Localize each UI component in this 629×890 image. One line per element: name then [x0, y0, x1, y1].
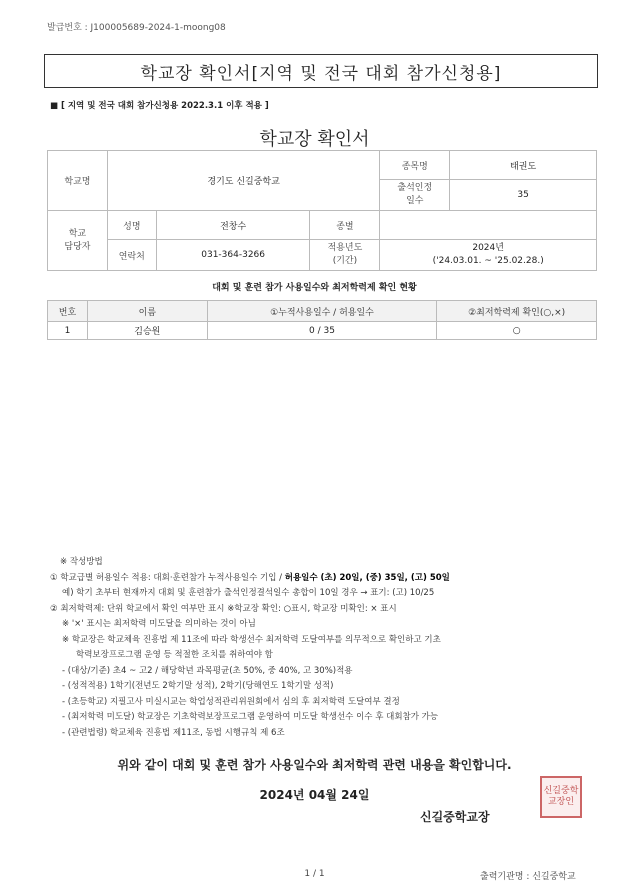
- notice-line: ■ [ 지역 및 전국 대회 참가신청용 2022.3.1 이후 적용 ]: [50, 101, 269, 111]
- row-number: 1: [48, 322, 88, 340]
- note-1: [50, 571, 450, 587]
- note-1b: 예) 학기 초부터 현재까지 대회 및 훈련참가 출석인정결석일수 총합이 10일 경우 → 표기: (고) 10/25: [62, 588, 435, 598]
- note-7: - (초등학교) 지필고사 미실시교는 학업성적관리위원회에서 심의 후 최저학력 도달여부 결정: [62, 696, 400, 707]
- page-number: 1 / 1: [304, 869, 325, 879]
- issue-date: 2024년 04월 24일: [259, 788, 370, 802]
- row-check: ○: [437, 322, 597, 340]
- attend-label-1: 출석인정: [397, 183, 433, 193]
- school-value: 경기도 신길중학교: [107, 151, 379, 211]
- issue-number: 발급번호 : J100005689-2024-1-moong08: [47, 23, 226, 33]
- category-value: [380, 211, 597, 240]
- note-2: ② 최저학력제: 단위 학교에서 확인 여부만 표시 ※학교장 확인: ○표시, 학교장 미확인: × 표시: [50, 603, 397, 614]
- note-1-text: ① 학교급별 허용일수 적용: 대회·훈련참가 누적사용일수 기입 /: [50, 572, 285, 583]
- col-academic-check: ②최저학력제 확인(○,×): [437, 301, 597, 322]
- col-name: 이름: [87, 301, 207, 322]
- principal-name: 신길중학교장: [420, 810, 490, 824]
- contact-value: 031-364-3266: [156, 240, 310, 271]
- document-title-box: [44, 54, 598, 88]
- attend-label: [380, 180, 450, 211]
- note-4: ※ 학교장은 학교체육 진흥법 제 11조에 따라 학생선수 최저학력 도달여부를 의무적으로 확인하고 기초: [62, 634, 441, 645]
- year-label-2: (기간): [332, 256, 358, 266]
- seal-text: 신길중학교장인: [543, 786, 579, 807]
- staff-label: [48, 211, 108, 271]
- status-table: [47, 300, 597, 340]
- event-label: 종목명: [380, 151, 450, 180]
- table-row: [48, 322, 597, 340]
- year-value-2: ('24.03.01. ~ '25.02.28.): [432, 256, 544, 266]
- attend-value: 35: [450, 180, 597, 211]
- contact-label: 연락처: [107, 240, 156, 271]
- notes-block: [50, 555, 450, 741]
- year-label: [310, 240, 380, 271]
- school-label: 학교명: [48, 151, 108, 211]
- note-4b: 학력보장프로그램 운영 등 적절한 조치를 취하여야 함: [76, 650, 273, 660]
- note-6: - (성적적용) 1학기(전년도 2학기말 성적), 2학기(당해연도 1학기말 성적): [62, 681, 334, 691]
- note-3: ※ '×' 표시는 최저학력 미도달을 의미하는 것이 아님: [62, 619, 256, 629]
- note-9: - (관련법령) 학교체육 진흥법 제11조, 동법 시행규칙 제 6조: [62, 727, 285, 738]
- main-title: 학교장 확인서: [259, 129, 370, 150]
- document-title: 학교장 확인서[지역 및 전국 대회 참가신청용]: [140, 63, 502, 84]
- staff-label-1: 학교: [68, 228, 87, 239]
- year-value: [380, 240, 597, 271]
- col-number: 번호: [48, 301, 88, 322]
- col-days: ①누적사용일수 / 허용일수: [207, 301, 437, 322]
- staff-label-2: 담당자: [64, 241, 91, 252]
- note-5: - (대상/기준) 초4 ~ 고2 / 해당학년 과목평균(초 50%, 중 40%, 고 30%)적용: [62, 665, 353, 676]
- category-label: 종별: [310, 211, 380, 240]
- output-organization: 출력기관명 : 신길중학교: [480, 872, 576, 882]
- attend-label-2: 일수: [406, 196, 424, 206]
- info-table: [47, 150, 597, 271]
- note-8: - (최저학력 미도달) 학교장은 기초학력보장프로그램 운영하여 미도달 학생선수 이수 후 대회참가 가능: [62, 712, 439, 722]
- school-seal: [540, 776, 582, 818]
- row-name: 김승원: [87, 322, 207, 340]
- confirm-statement: 위와 같이 대회 및 훈련 참가 사용일수와 최저학력 관련 내용을 확인합니다.: [117, 758, 512, 772]
- year-value-1: 2024년: [472, 243, 504, 253]
- row-days: 0 / 35: [207, 322, 437, 340]
- event-value: 태권도: [450, 151, 597, 180]
- note-1-bold: 허용일수 (초) 20일, (중) 35일, (고) 50일: [284, 572, 450, 583]
- name-value: 전창수: [156, 211, 310, 240]
- year-label-1: 적용년도: [327, 243, 363, 253]
- name-label: 성명: [107, 211, 156, 240]
- section-title: 대회 및 훈련 참가 사용일수와 최저학력제 확인 현황: [212, 283, 417, 293]
- notes-heading: ※ 작성방법: [60, 557, 103, 567]
